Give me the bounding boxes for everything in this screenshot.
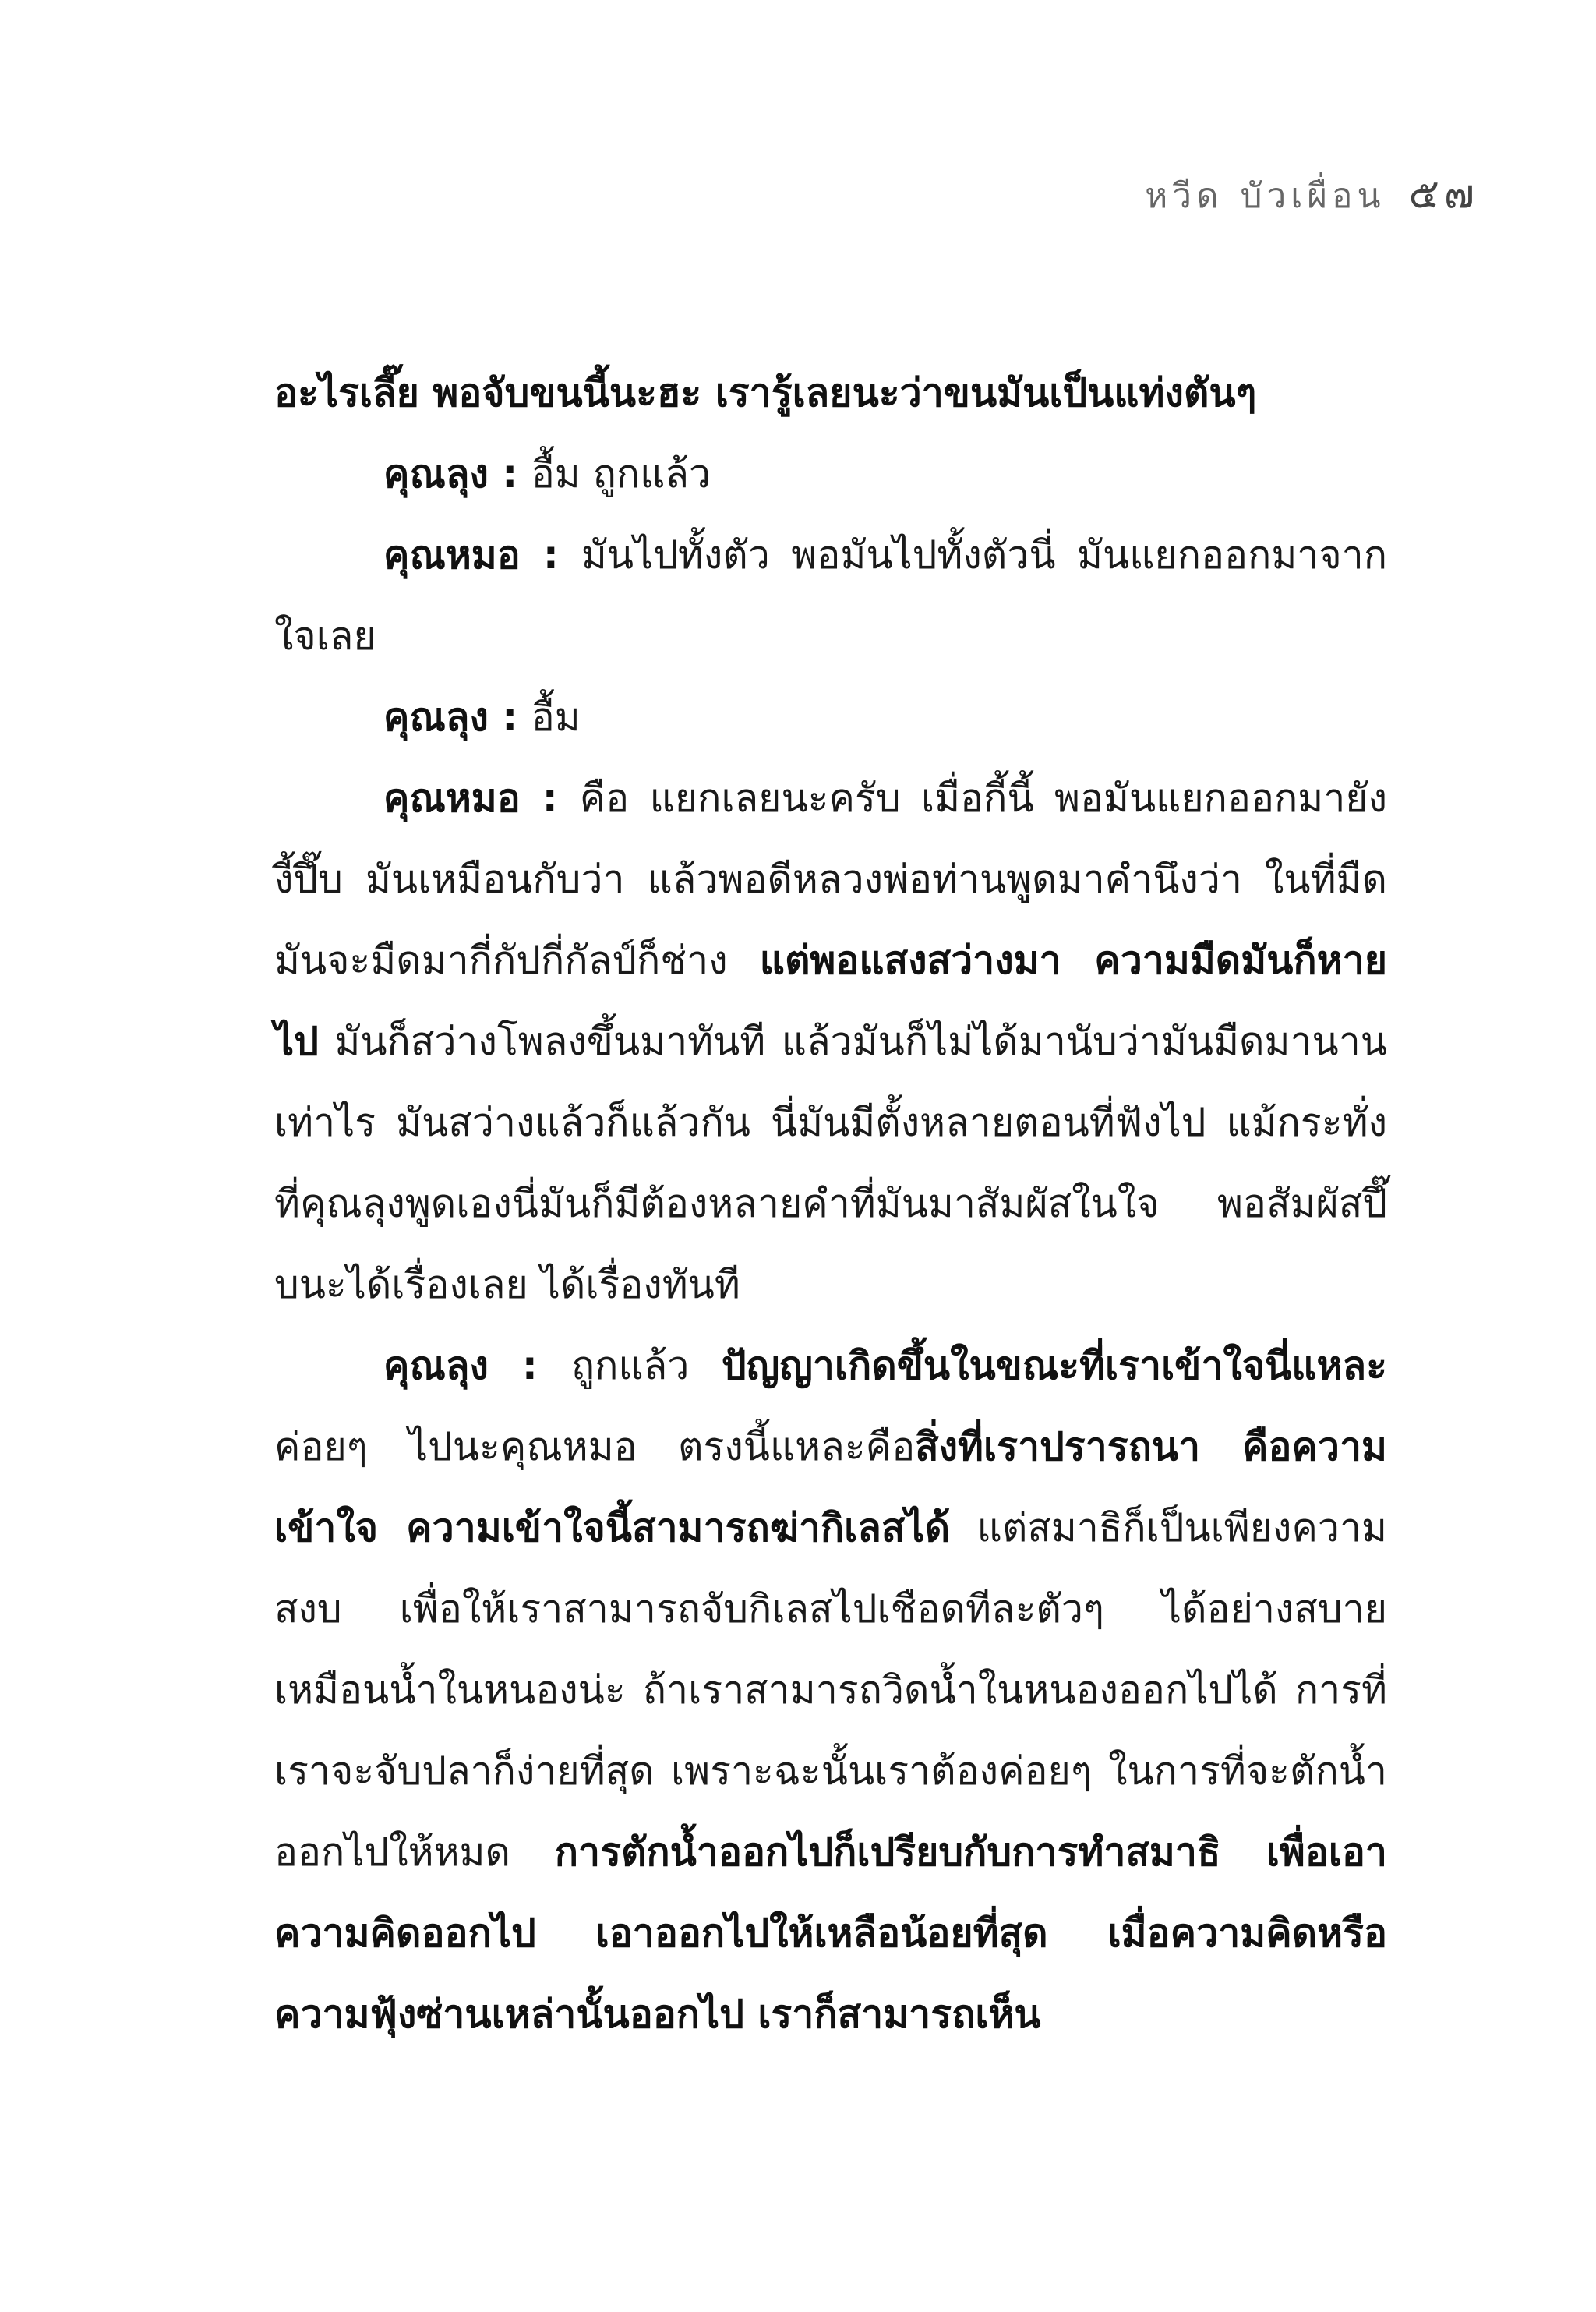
bold-text-run: แต่พอแสงสว่างมา ความมืดมันก็หายไป <box>274 938 1388 1064</box>
bold-text-run: อะไรเลี๊ย พอจับขนนี้นะฮะ เรารู้เลยนะว่าขนมันเป็นแท่งตันๆ <box>274 370 1257 415</box>
paragraph <box>274 677 1387 758</box>
bold-text-run: คุณหมอ : <box>383 776 580 821</box>
text-run: มันก็สว่างโพลงขึ้นมาทันที แล้วมันก็ไม่ได้มานับว่ามันมืดมานานเท่าไร มันสว่างแล้วก็แล้วกัน นี่มันมีตั้งหลายตอนที่ฟังไป แม้กระทั่งที่คุณลุงพูดเองนี่มันก็มีต้องหลายคำที่มันมาสัมผัสในใจ พอสัมผัสปึ๊บนะได้เรื่องเลย ได้เรื่องทันที <box>274 1019 1387 1307</box>
paragraph <box>274 433 1387 514</box>
page-body <box>274 352 1387 2055</box>
author-first-name: หวีด <box>1145 176 1223 216</box>
paragraph <box>274 758 1387 1325</box>
text-run: ถูกแล้ว <box>570 1343 722 1388</box>
page-number: ๕๗ <box>1408 171 1479 217</box>
bold-text-run: คุณลุง : <box>383 451 531 497</box>
author-last-name: บัวเผื่อน <box>1240 176 1386 216</box>
text-run: คือ แยกเลยนะครับ เมื่อกี้นี้ พอมันแยกออกมายังงี้ปึ๊บ มันเหมือนกับว่า แล้วพอดีหลวงพ่อท่านพูดมาคำนึงว่า ในที่มืด มันจะมืดมากี่กัปกี่กัลป์ก็ช่าง <box>274 776 1387 983</box>
bold-text-run: คุณลุง : <box>383 1343 571 1388</box>
bold-text-run: สิ่งที่เราปรารถนา คือความเข้าใจ ความเข้าใจนี้สามารถฆ่ากิเลสได้ <box>274 1424 1387 1550</box>
bold-text-run: การตักน้ำออกไปก็เปรียบกับการทำสมาธิ เพื่อเอาความคิดออกไป เอาออกไปให้เหลือน้อยที่สุด เมื่อความคิดหรือความฟุ้งซ่านเหล่านั้นออกไป เราก็สามารถเห็น <box>274 1829 1388 2037</box>
text-run: ค่อยๆ ไปนะคุณหมอ ตรงนี้แหละคือ <box>274 1424 916 1469</box>
paragraph <box>274 514 1387 677</box>
paragraph <box>274 352 1387 433</box>
bold-text-run: คุณหมอ : <box>383 532 581 578</box>
text-run: แต่สมาธิก็เป็นเพียงความสงบ เพื่อให้เราสามารถจับกิเลสไปเชือดทีละตัวๆ ได้อย่างสบาย เหมือนน้ำในหนองน่ะ ถ้าเราสามารถวิดน้ำในหนองออกไปได้ การที่เราจะจับปลาก็ง่ายที่สุด เพราะฉะนั้นเราต้องค่อยๆ ในการที่จะตักน้ำออกไปให้หมด <box>274 1505 1388 1875</box>
running-header <box>1128 161 1479 225</box>
bold-text-run: คุณลุง : <box>383 695 531 740</box>
text-run: อื้ม <box>531 695 581 740</box>
paragraph <box>274 1325 1387 2055</box>
bold-text-run: ปัญญาเกิดขึ้นในขณะที่เราเข้าใจนี่แหละ <box>721 1343 1387 1388</box>
text-run: มันไปทั้งตัว พอมันไปทั้งตัวนี่ มันแยกออกมาจากใจเลย <box>274 532 1388 659</box>
text-run: อื้ม ถูกแล้ว <box>531 451 711 497</box>
